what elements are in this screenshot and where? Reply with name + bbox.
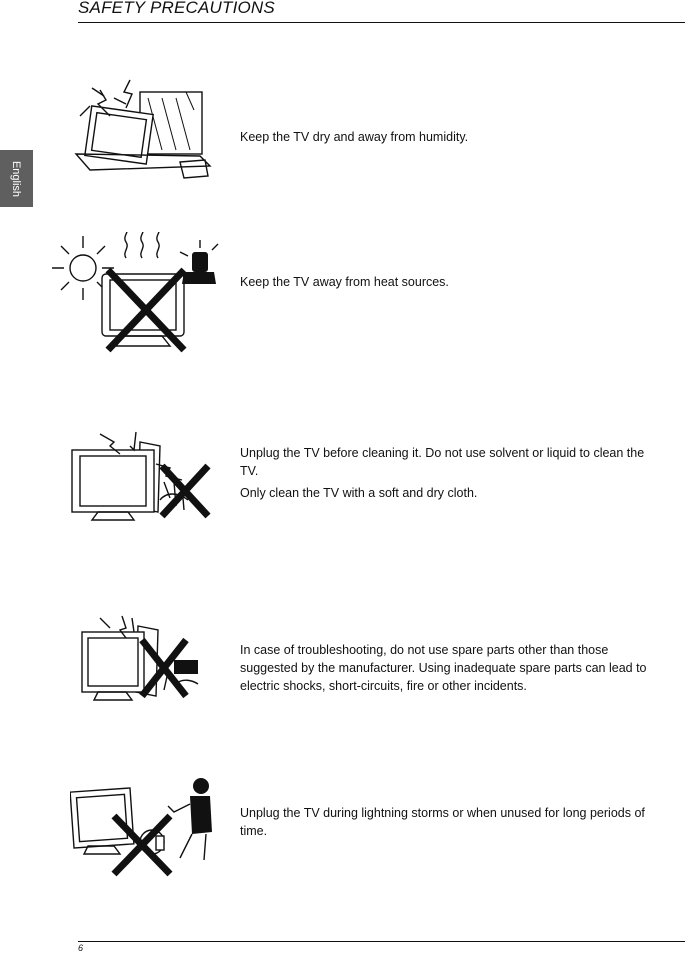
precaution-text: Keep the TV dry and away from humidity. (240, 130, 469, 144)
tv-unplug-illustration (70, 772, 220, 877)
precaution-text: Keep the TV away from heat sources. (240, 275, 449, 289)
precaution-text: Unplug the TV during lightning storms or when unused for long periods of time. (240, 806, 645, 838)
tv-cleaning-illustration (70, 428, 220, 523)
page-number: 6 (78, 943, 84, 953)
header-divider (78, 22, 685, 23)
page-title: SAFETY PRECAUTIONS (78, 0, 275, 17)
footer-divider (78, 941, 685, 942)
tv-spare-parts-illustration (80, 614, 210, 709)
precaution-text: In case of troubleshooting, do not use spare parts other than those suggested by the manufacturer. Using inadequate spare parts can lead to electric shocks, short-circuits, fire or other incidents. (240, 643, 647, 693)
language-tab (0, 150, 33, 207)
precaution-text: Unplug the TV before cleaning it. Do not use solvent or liquid to clean the TV. Only clean the TV with a soft and dry cloth. (240, 446, 645, 500)
tv-heat-illustration (52, 232, 227, 354)
language-tab-label: English (10, 160, 23, 197)
tv-humidity-illustration (70, 70, 215, 185)
